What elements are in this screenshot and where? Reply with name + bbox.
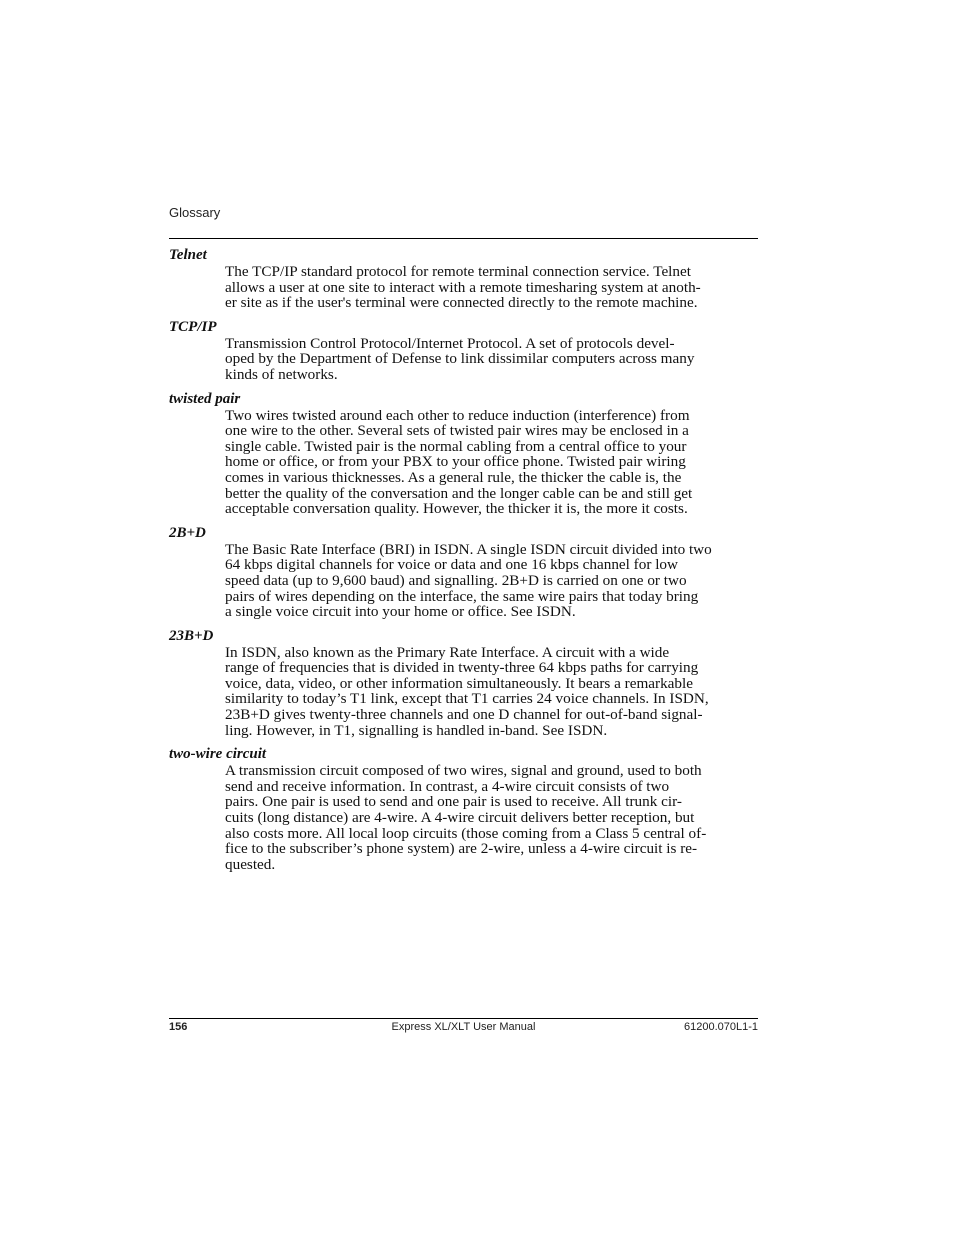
- definition-line: a single voice circuit into your home or office. See ISDN.: [225, 603, 576, 621]
- definition-line: one wire to the other. Several sets of twisted pair wires may be enclosed in a: [225, 422, 689, 440]
- definition-line: home or office, or from your PBX to your office phone. Twisted pair wiring: [225, 453, 686, 471]
- page-number: 156: [169, 1021, 188, 1033]
- definition-line: cuits (long distance) are 4-wire. A 4-wire circuit delivers better reception, but: [225, 809, 695, 827]
- definition-line: single cable. Twisted pair is the normal cabling from a central office to your: [225, 437, 687, 455]
- definition-line: In ISDN, also known as the Primary Rate Interface. A circuit with a wide: [225, 643, 670, 661]
- glossary-term: 23B+D: [169, 627, 214, 644]
- definition-line: better the quality of the conversation and the longer cable can be and still get: [225, 484, 693, 502]
- definition-line: allows a user at one site to interact with a remote timesharing system at anoth-: [225, 278, 701, 296]
- definition-line: send and receive information. In contrast, a 4-wire circuit consists of two: [225, 777, 670, 795]
- definition-line: Two wires twisted around each other to reduce induction (interference) from: [225, 406, 690, 424]
- definition-line: 64 kbps digital channels for voice or data and one 16 kbps channel for low: [225, 556, 678, 574]
- glossary-definition: [225, 408, 758, 517]
- document-number: 61200.070L1-1: [683, 1021, 758, 1033]
- glossary-term: two-wire circuit: [169, 746, 267, 763]
- glossary-definition: [225, 763, 758, 872]
- definition-line: pairs. One pair is used to send and one pair is used to receive. All trunk cir-: [225, 793, 682, 811]
- definition-line: kinds of networks.: [225, 365, 338, 383]
- glossary-definition: [225, 645, 758, 739]
- glossary-list: [169, 247, 758, 880]
- definition-line: fice to the subscriber’s phone system) are 2-wire, unless a 4-wire circuit is re-: [225, 840, 698, 858]
- definition-line: 23B+D gives twenty-three channels and one D channel for out-of-band signal-: [225, 706, 703, 724]
- definition-line: pairs of wires depending on the interface, the same wire pairs that today bring: [225, 587, 699, 605]
- definition-line: quested.: [225, 855, 276, 873]
- definition-line: voice, data, video, or other information simultaneously. It bears a remarkable: [225, 674, 693, 692]
- glossary-term: twisted pair: [169, 390, 241, 407]
- definition-line: The TCP/IP standard protocol for remote terminal connection service. Telnet: [225, 263, 691, 280]
- glossary-term: 2B+D: [169, 524, 206, 541]
- definition-line: The Basic Rate Interface (BRI) in ISDN. A single ISDN circuit divided into two: [225, 540, 712, 558]
- definition-line: also costs more. All local loop circuits (those coming from a Class 5 central of-: [225, 824, 707, 842]
- definition-line: range of frequencies that is divided in twenty-three 64 kbps paths for carrying: [225, 659, 699, 677]
- definition-line: er site as if the user's terminal were connected directly to the remote machine.: [225, 294, 698, 312]
- glossary-term: Telnet: [169, 247, 207, 263]
- definition-line: similarity to today’s T1 link, except that T1 carries 24 voice channels. In ISDN,: [225, 690, 709, 708]
- header-rule: [169, 238, 758, 239]
- glossary-definition: [225, 264, 758, 311]
- glossary-term: TCP/IP: [169, 318, 217, 335]
- glossary-definition: [225, 542, 758, 620]
- definition-line: A transmission circuit composed of two wires, signal and ground, used to both: [225, 762, 702, 780]
- definition-line: comes in various thicknesses. As a general rule, the thicker the cable is, the: [225, 468, 682, 486]
- glossary-entry: [169, 391, 758, 517]
- definition-line: speed data (up to 9,600 baud) and signalling. 2B+D is carried on one or two: [225, 571, 687, 589]
- definition-line: Transmission Control Protocol/Internet Protocol. A set of protocols devel-: [225, 334, 675, 352]
- glossary-entry: [169, 247, 758, 311]
- glossary-entry: [169, 319, 758, 383]
- glossary-entry: [169, 746, 758, 872]
- definition-line: acceptable conversation quality. However, the thicker it is, the more it costs.: [225, 500, 688, 518]
- definition-line: ling. However, in T1, signalling is handled in-band. See ISDN.: [225, 721, 608, 739]
- glossary-entry: [169, 628, 758, 739]
- definition-line: oped by the Department of Defense to link dissimilar computers across many: [225, 350, 695, 368]
- running-head: Glossary: [169, 205, 221, 220]
- glossary-definition: [225, 336, 758, 383]
- glossary-entry: [169, 525, 758, 620]
- manual-title: Express XL/XLT User Manual: [391, 1021, 536, 1033]
- footer-rule: [169, 1018, 758, 1019]
